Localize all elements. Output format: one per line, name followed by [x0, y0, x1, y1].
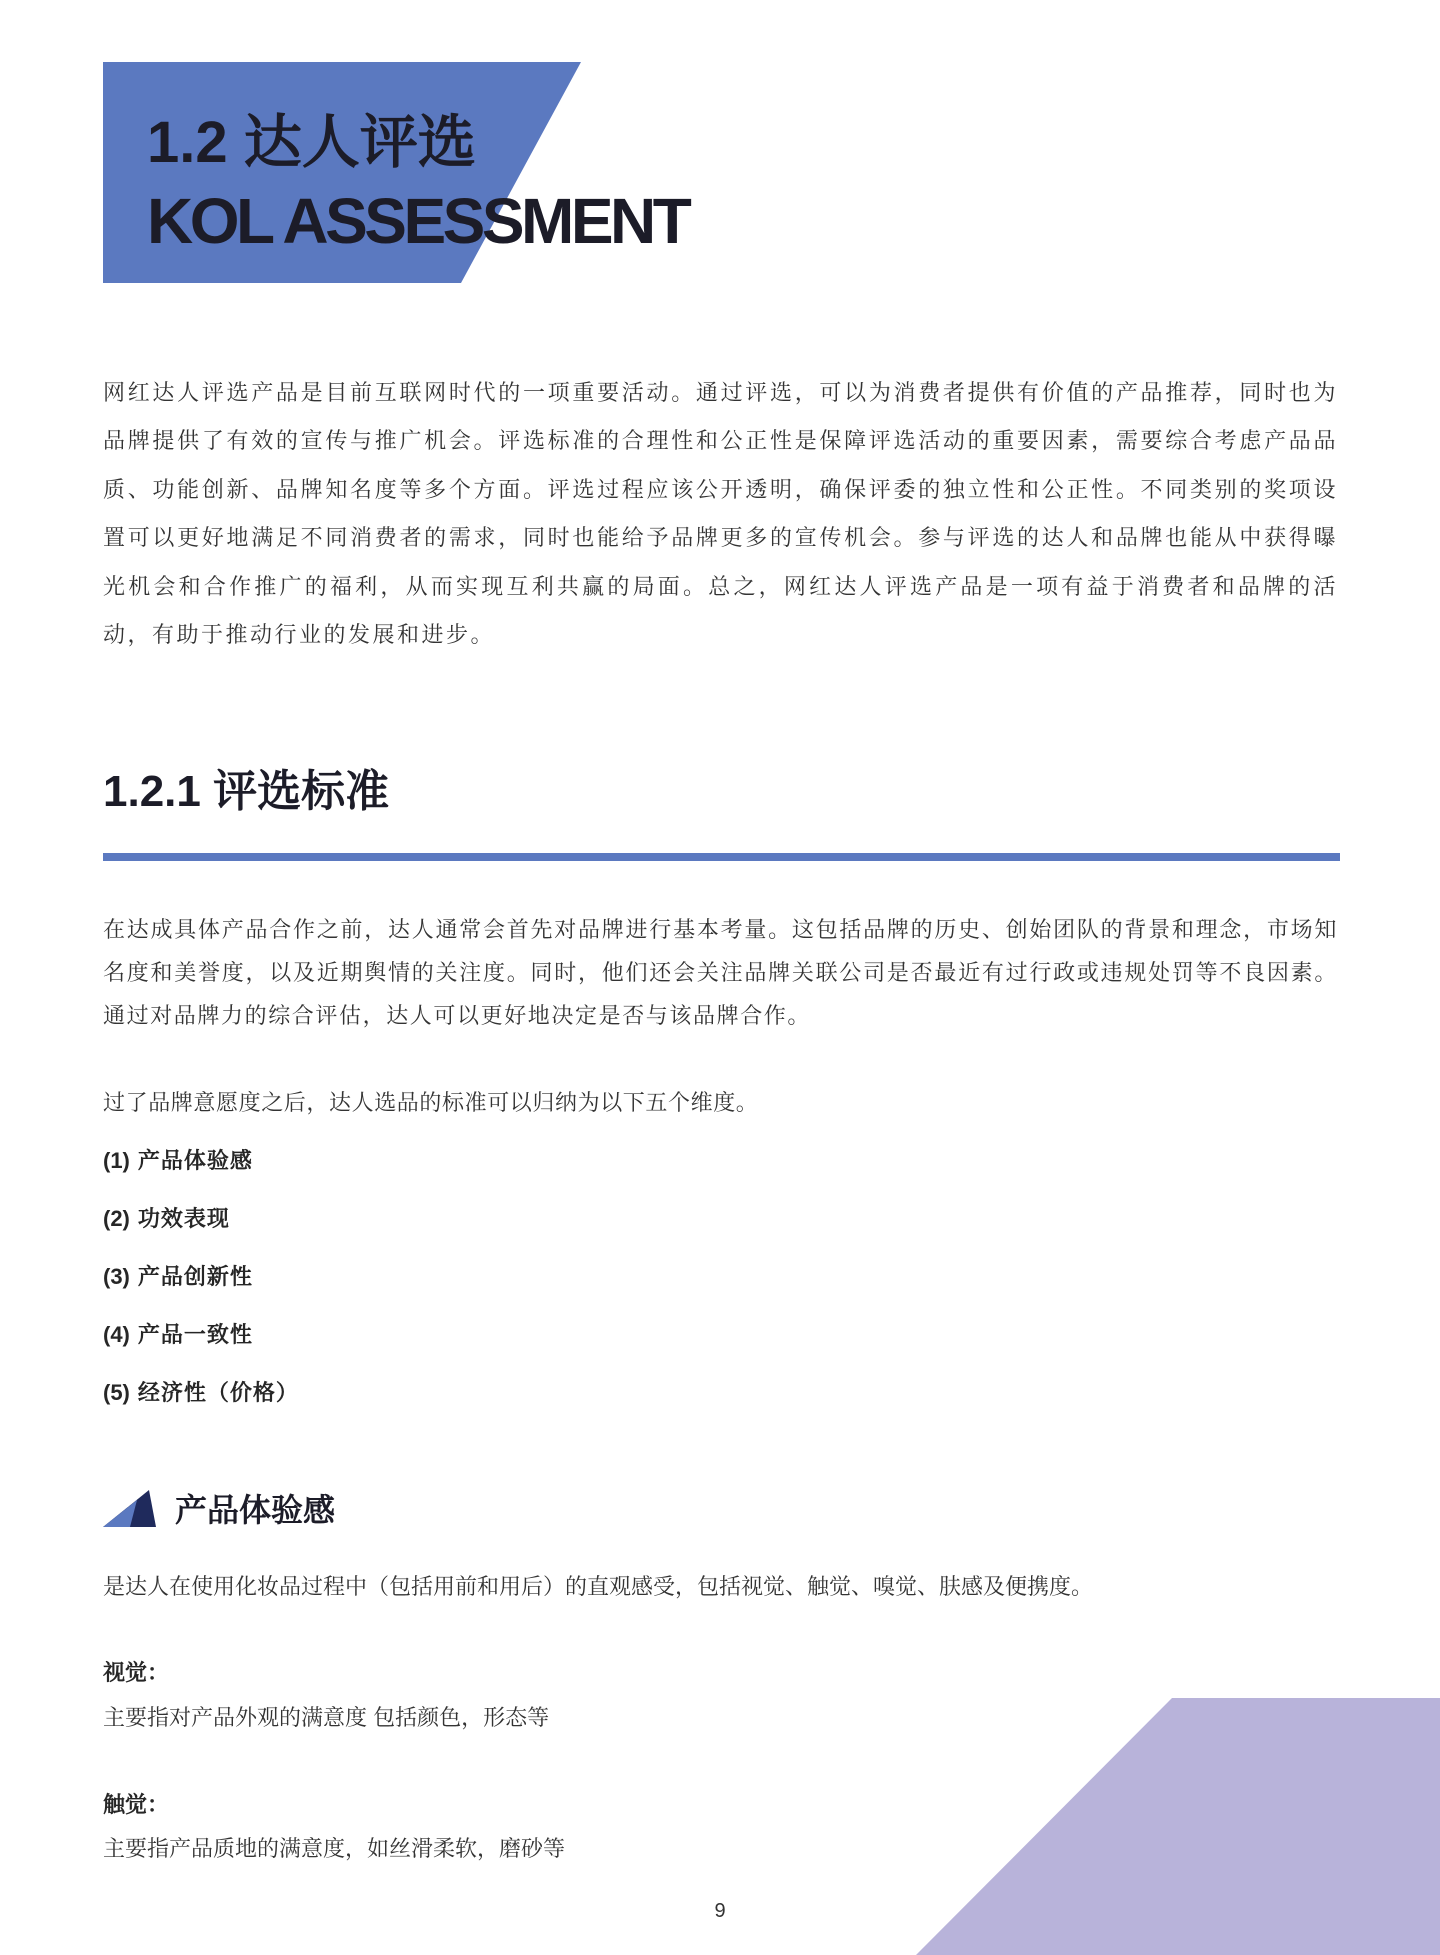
criteria-item [103, 1364, 299, 1422]
criteria-label: 产品一致性 [137, 1322, 253, 1347]
subsection-heading: 产品体验感 [175, 1492, 336, 1528]
page-title-english: KOL ASSESSMENT [147, 185, 689, 257]
criteria-item [103, 1306, 299, 1364]
criteria-item [103, 1248, 299, 1306]
criteria-item [103, 1132, 299, 1190]
decorative-corner-shape [916, 1698, 1440, 1955]
section-heading: 1.2.1 评选标准 [103, 767, 390, 816]
criteria-label: 经济性（价格） [137, 1380, 299, 1405]
criteria-marker: (3) [103, 1264, 130, 1289]
criteria-label: 功效表现 [137, 1206, 230, 1231]
subsection-description: 是达人在使用化妆品过程中（包括用前和用后）的直观感受，包括视觉、触觉、嗅觉、肤感及便携度。 [103, 1574, 1094, 1599]
criteria-list [103, 1132, 299, 1422]
criteria-item [103, 1190, 299, 1248]
page-number: 9 [714, 1900, 726, 1922]
criteria-lead-text: 过了品牌意愿度之后，达人选品的标准可以归纳为以下五个维度。 [103, 1090, 759, 1115]
criteria-marker: (5) [103, 1380, 130, 1405]
page-title-chinese: 1.2 达人评选 [147, 110, 476, 175]
criteria-label: 产品创新性 [137, 1264, 253, 1289]
criteria-label: 产品体验感 [137, 1148, 253, 1173]
criteria-marker: (4) [103, 1322, 130, 1347]
section-divider [103, 853, 1340, 861]
triangle-icon [103, 1490, 156, 1527]
detail-label-visual: 视觉： [103, 1660, 170, 1685]
criteria-marker: (1) [103, 1148, 130, 1173]
criteria-marker: (2) [103, 1206, 130, 1231]
detail-text-touch: 主要指产品质地的满意度，如丝滑柔软，磨砂等 [103, 1836, 566, 1861]
decorative-corner-polygon [916, 1698, 1440, 1955]
detail-text-visual: 主要指对产品外观的满意度 包括颜色，形态等 [103, 1705, 550, 1730]
intro-paragraph: 网红达人评选产品是目前互联网时代的一项重要活动。通过评选，可以为消费者提供有价值的产品推荐，同时也为品牌提供了有效的宣传与推广机会。评选标准的合理性和公正性是保障评选活动的重要因素，需要综合考虑产品品质、功能创新、品牌知名度等多个方面。评选过程应该公开透明，确保评委的独立性和公正性。不同类别的奖项设置可以更好地满足不同消费者的需求，同时也能给予品牌更多的宣传机会。参与评选的达人和品牌也能从中获得曝光机会和合作推广的福利，从而实现互利共赢的局面。总之，网红达人评选产品是一项有益于消费者和品牌的活动，有助于推动行业的发展和进步。 [103, 380, 1338, 648]
detail-label-touch: 触觉： [103, 1792, 170, 1817]
section-intro-paragraph: 在达成具体产品合作之前，达人通常会首先对品牌进行基本考量。这包括品牌的历史、创始团队的背景和理念，市场知名度和美誉度，以及近期舆情的关注度。同时，他们还会关注品牌关联公司是否最近有过行政或违规处罚等不良因素。通过对品牌力的综合评估，达人可以更好地决定是否与该品牌合作。 [103, 917, 1338, 1028]
